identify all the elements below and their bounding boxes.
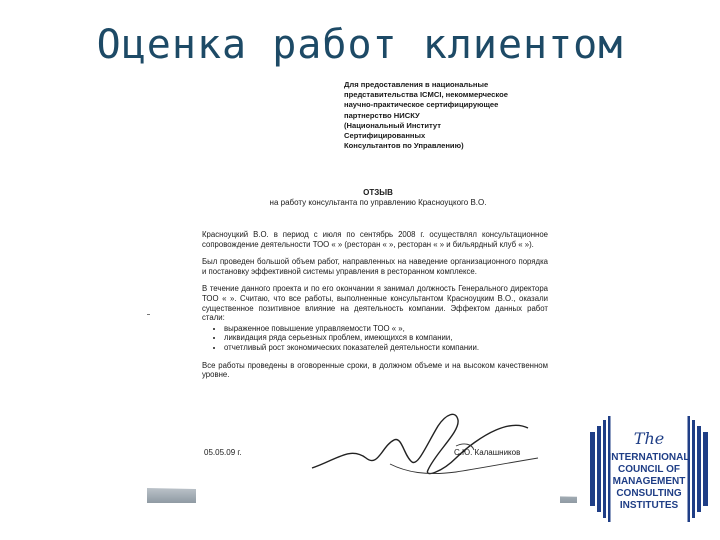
address-line: научно-практическое сертифицирующее: [344, 100, 499, 110]
effect-item: • ликвидация ряда серьезных проблем, имеющихся в компании,: [224, 333, 548, 343]
address-line: представительства ICMCI, некоммерческое: [344, 90, 508, 100]
address-line: Сертифицированных: [344, 131, 426, 141]
letter-address-block: [344, 80, 554, 151]
letter-date: 05.05.09 г.: [204, 448, 242, 457]
effect-item: • выраженное повышение управляемости ТОО « »,: [224, 324, 548, 334]
slide-title: Оценка работ клиентом: [96, 22, 624, 68]
letter-paragraph-2: Был проведен большой объем работ, направленных на наведение организационного порядка и постановку эффективной системы управления в ресторанном комплексе.: [202, 257, 548, 276]
address-line: (Национальный Институт: [344, 120, 441, 130]
logo-line: MANAGEMENT: [612, 476, 686, 487]
reference-letter: [196, 80, 560, 505]
logo-line: COUNCIL OF: [617, 464, 681, 475]
effects-list: [202, 324, 548, 353]
logo-line: CONSULTING: [616, 488, 682, 499]
letter-body: [202, 230, 548, 388]
letter-subheading: на работу консультанта по управлению Красноуцкого В.О.: [269, 198, 487, 207]
letter-heading-block: [196, 188, 560, 208]
scan-mark: [147, 314, 150, 315]
effect-item: • отчетливый рост экономических показателей деятельности компании.: [224, 343, 548, 353]
letter-heading: ОТЗЫВ: [363, 188, 393, 197]
address-line: Для предоставления в национальные: [344, 80, 489, 89]
logo-the-text: The: [633, 429, 665, 448]
letter-signer: С.Ю. Калашников: [454, 448, 521, 457]
letter-paragraph-3: В течение данного проекта и по его окончании я занимал должность Генерального директора ТОО « ». Считаю, что все работы, выполненные консультантом Красноуцким В.О., оказали существенное позитивное влияние на деятельность компании. Эффектом данных работ стали:: [202, 284, 548, 323]
address-line: Консультантов по Управлению): [344, 141, 464, 151]
address-line: партнерство НИСКУ: [344, 110, 420, 120]
icmci-logo: [588, 408, 710, 530]
logo-line: INTERNATIONAL: [608, 452, 690, 463]
letter-paragraph-1: Красноуцкий В.О. в период с июля по сентябрь 2008 г. осуществлял консультационное сопровождение деятельности ТОО « » (ресторан « », ресторан « » и бильярдный клуб « »).: [202, 230, 548, 249]
letter-paragraph-4: Все работы проведены в оговоренные сроки, в должном объеме и на высоком качественном уровне.: [202, 360, 548, 380]
logo-line: INSTITUTES: [619, 500, 679, 511]
